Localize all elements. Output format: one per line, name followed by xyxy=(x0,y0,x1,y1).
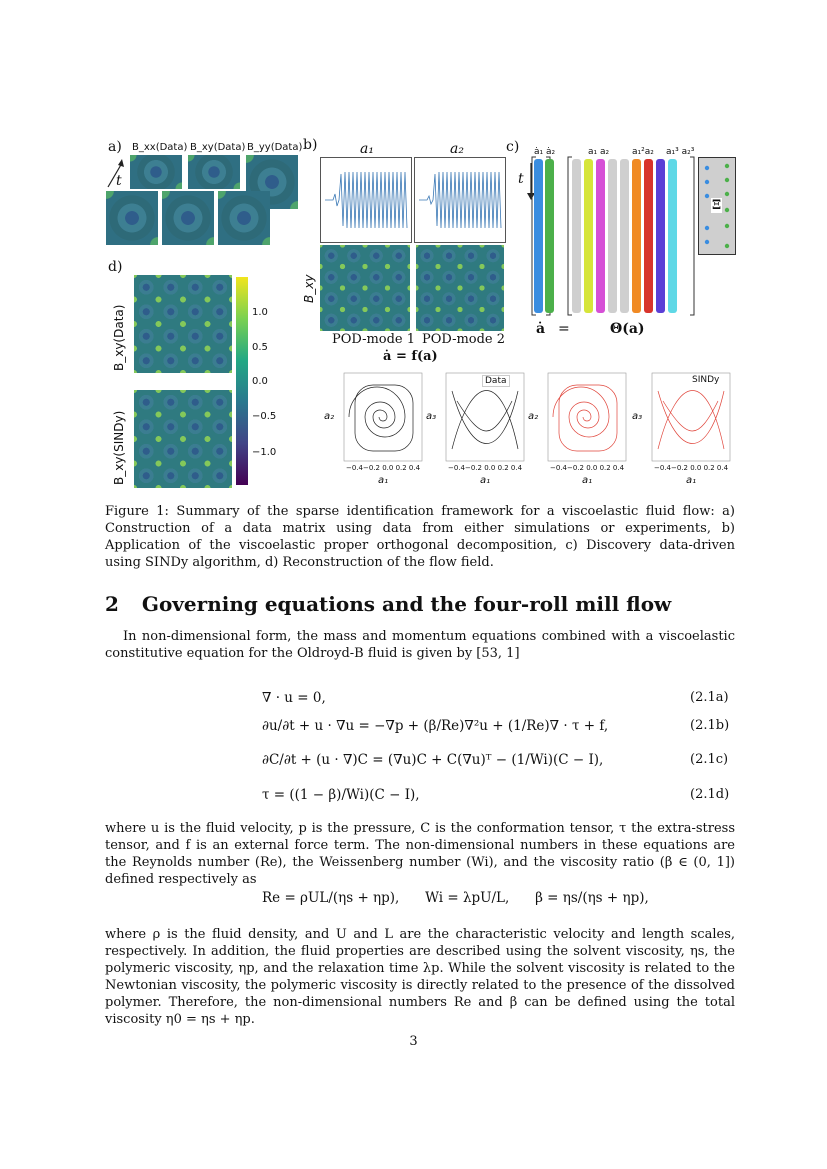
figure-caption: Figure 1: Summary of the sparse identification framework for a viscoelastic fluid flow: a) Construction of a data matrix using data from either simulations or experiments, b) Application of the viscoelastic proper orthogonal decomposition, c) Discovery data-driven using SINDy algorithm, d) Reconstruction of the flow field. xyxy=(105,504,735,570)
b-timeseries-a1 xyxy=(320,157,412,243)
colorbar-tick-0.5: 0.5 xyxy=(252,342,268,353)
a-field-byy xyxy=(218,191,270,245)
b-mode-2-label: POD-mode 2 xyxy=(422,332,506,347)
c-column-gray2 xyxy=(608,159,617,313)
a-t-label: t xyxy=(116,173,122,189)
c-xi-label: Ξ xyxy=(712,198,722,213)
c-column-a2 xyxy=(596,159,605,313)
d-label-sindy: B_xy(SINDy) xyxy=(112,410,126,485)
a-field-bxy-back xyxy=(188,155,240,189)
c-xi-matrix xyxy=(698,157,736,255)
phase-xlabel-4: a₁ xyxy=(686,475,697,486)
section-title: Governing equations and the four-roll mill flow xyxy=(141,592,672,616)
c-column-a1 xyxy=(584,159,593,313)
a-label-byy: B_yy(Data) xyxy=(247,142,303,153)
c-equals: = xyxy=(558,321,570,337)
phase-plots xyxy=(322,371,734,489)
colorbar xyxy=(236,277,248,485)
b-timeseries-a2-plot xyxy=(415,158,505,242)
a-label-bxy: B_xy(Data) xyxy=(190,142,246,153)
c-column-const xyxy=(572,159,581,313)
equation-2-1b-number: (2.1b) xyxy=(690,718,730,733)
d-label-data: B_xy(Data) xyxy=(112,304,126,371)
c-column-orange xyxy=(632,159,641,313)
b-pod-mode-1 xyxy=(320,245,410,331)
paragraph-properties: where ρ is the fluid density, and U and L are the characteristic velocity and length scales, respectively. In addition, the fluid properties are described using the solvent viscosity, ηs, the polymeric viscosity, ηp, and the relaxation time λp. While the solvent viscosity is related to the Newtonian viscosity, the polymeric viscosity is directly related to the presence of the dissolved polymer. Therefore, the non-dimensional numbers Re and β can be defined using the total viscosity η0 = ηs + ηp. xyxy=(105,927,735,1027)
phase-ylabel-4: a₃ xyxy=(632,411,643,422)
b-label-a1: a₁ xyxy=(360,141,374,157)
equation-2-1c: ∂C/∂t + (u · ∇)C = (∇u)C + C(∇u)ᵀ − (1/Wi)(C − I), xyxy=(262,752,604,768)
equation-2-1c-number: (2.1c) xyxy=(690,752,729,767)
c-theta-bottom: Θ(a) xyxy=(610,321,645,337)
intro-paragraph: In non-dimensional form, the mass and momentum equations combined with a viscoelastic constitutive equation for the Oldroyd-B fluid is given by [53, 1] xyxy=(105,629,735,661)
b-timeseries-a1-plot xyxy=(321,158,411,242)
phase-xlabel-1: a₁ xyxy=(378,475,389,486)
phase-xticks-2: −0.4−0.2 0.0 0.2 0.4 xyxy=(448,464,523,472)
d-field-data xyxy=(134,275,232,373)
a-label-bxx: B_xx(Data) xyxy=(132,142,188,153)
phase-ylabel-1: a₂ xyxy=(324,411,335,422)
colorbar-tick-neg0.5: −0.5 xyxy=(252,411,277,422)
equation-2-1d-number: (2.1d) xyxy=(690,787,730,802)
b-pod-mode-2 xyxy=(416,245,504,331)
a-field-bxx xyxy=(106,191,158,245)
phase-xlabel-3: a₁ xyxy=(582,475,593,486)
phase-ylabel-2: a₃ xyxy=(426,411,437,422)
colorbar-tick-1: 1.0 xyxy=(252,307,268,318)
figure-1 xyxy=(100,135,740,495)
dimensionless-definitions: Re = ρUL/(ηs + ηp), Wi = λpU/L, β = ηs/(ηs + ηp), xyxy=(262,890,649,906)
c-adot-bottom: ȧ xyxy=(536,321,546,337)
c-column-purple xyxy=(656,159,665,313)
c-label-a1cube: a₁³ a₂³ xyxy=(666,147,695,157)
equation-2-1b: ∂u/∂t + u · ∇u = −∇p + (β/Re)∇²u + (1/Re)∇ · τ + f, xyxy=(262,718,609,734)
colorbar-tick-0: 0.0 xyxy=(252,376,268,387)
c-label-a1sq: a₁²a₂ xyxy=(632,147,654,157)
panel-c-label: c) xyxy=(506,139,520,155)
phase-legend-sindy: SINDy xyxy=(692,375,720,385)
c-column-gray3 xyxy=(620,159,629,313)
c-column-red xyxy=(644,159,653,313)
c-column-cyan xyxy=(668,159,677,313)
phase-ylabel-3: a₂ xyxy=(528,411,539,422)
equation-2-1a: ∇ · u = 0, xyxy=(262,690,326,706)
c-column-adot1 xyxy=(534,159,543,313)
section-heading xyxy=(105,592,671,616)
phase-xticks-1: −0.4−0.2 0.0 0.2 0.4 xyxy=(346,464,421,472)
paragraph-definitions: where u is the fluid velocity, p is the pressure, C is the conformation tensor, τ the extra-stress tensor, and f is an external force term. The non-dimensional numbers in these equations are the Reynolds number (Re), the Weissenberg number (Wi), and the viscosity ratio (β ∈ (0, 1]) defined respectively as xyxy=(105,821,735,887)
panel-b-label: b) xyxy=(303,137,318,153)
panel-d-label: d) xyxy=(108,259,123,275)
b-label-a2: a₂ xyxy=(450,141,464,157)
page-number: 3 xyxy=(409,1034,418,1049)
equation-2-1d: τ = ((1 − β)/Wi)(C − I), xyxy=(262,787,420,803)
phase-legend-data: Data xyxy=(482,375,510,387)
phase-xticks-4: −0.4−0.2 0.0 0.2 0.4 xyxy=(654,464,729,472)
c-label-a1a2: a₁ a₂ xyxy=(588,147,610,157)
c-t-label: t xyxy=(518,171,524,187)
b-equation: ȧ = f(a) xyxy=(383,349,438,364)
c-label-adot: ȧ₁ ȧ₂ xyxy=(534,147,556,157)
b-timeseries-a2 xyxy=(414,157,506,243)
d-field-sindy xyxy=(134,390,232,488)
colorbar-tick-neg1: −1.0 xyxy=(252,447,277,458)
a-field-bxx-back xyxy=(130,155,182,189)
phase-xlabel-2: a₁ xyxy=(480,475,491,486)
phase-xticks-3: −0.4−0.2 0.0 0.2 0.4 xyxy=(550,464,625,472)
b-mode-1-label: POD-mode 1 xyxy=(332,332,416,347)
a-field-bxy xyxy=(162,191,214,245)
equation-2-1a-number: (2.1a) xyxy=(690,690,729,705)
b-field-label: B_xy xyxy=(302,274,316,303)
c-column-adot2 xyxy=(545,159,554,313)
panel-a-label: a) xyxy=(108,139,122,155)
section-number: 2 xyxy=(105,592,119,616)
